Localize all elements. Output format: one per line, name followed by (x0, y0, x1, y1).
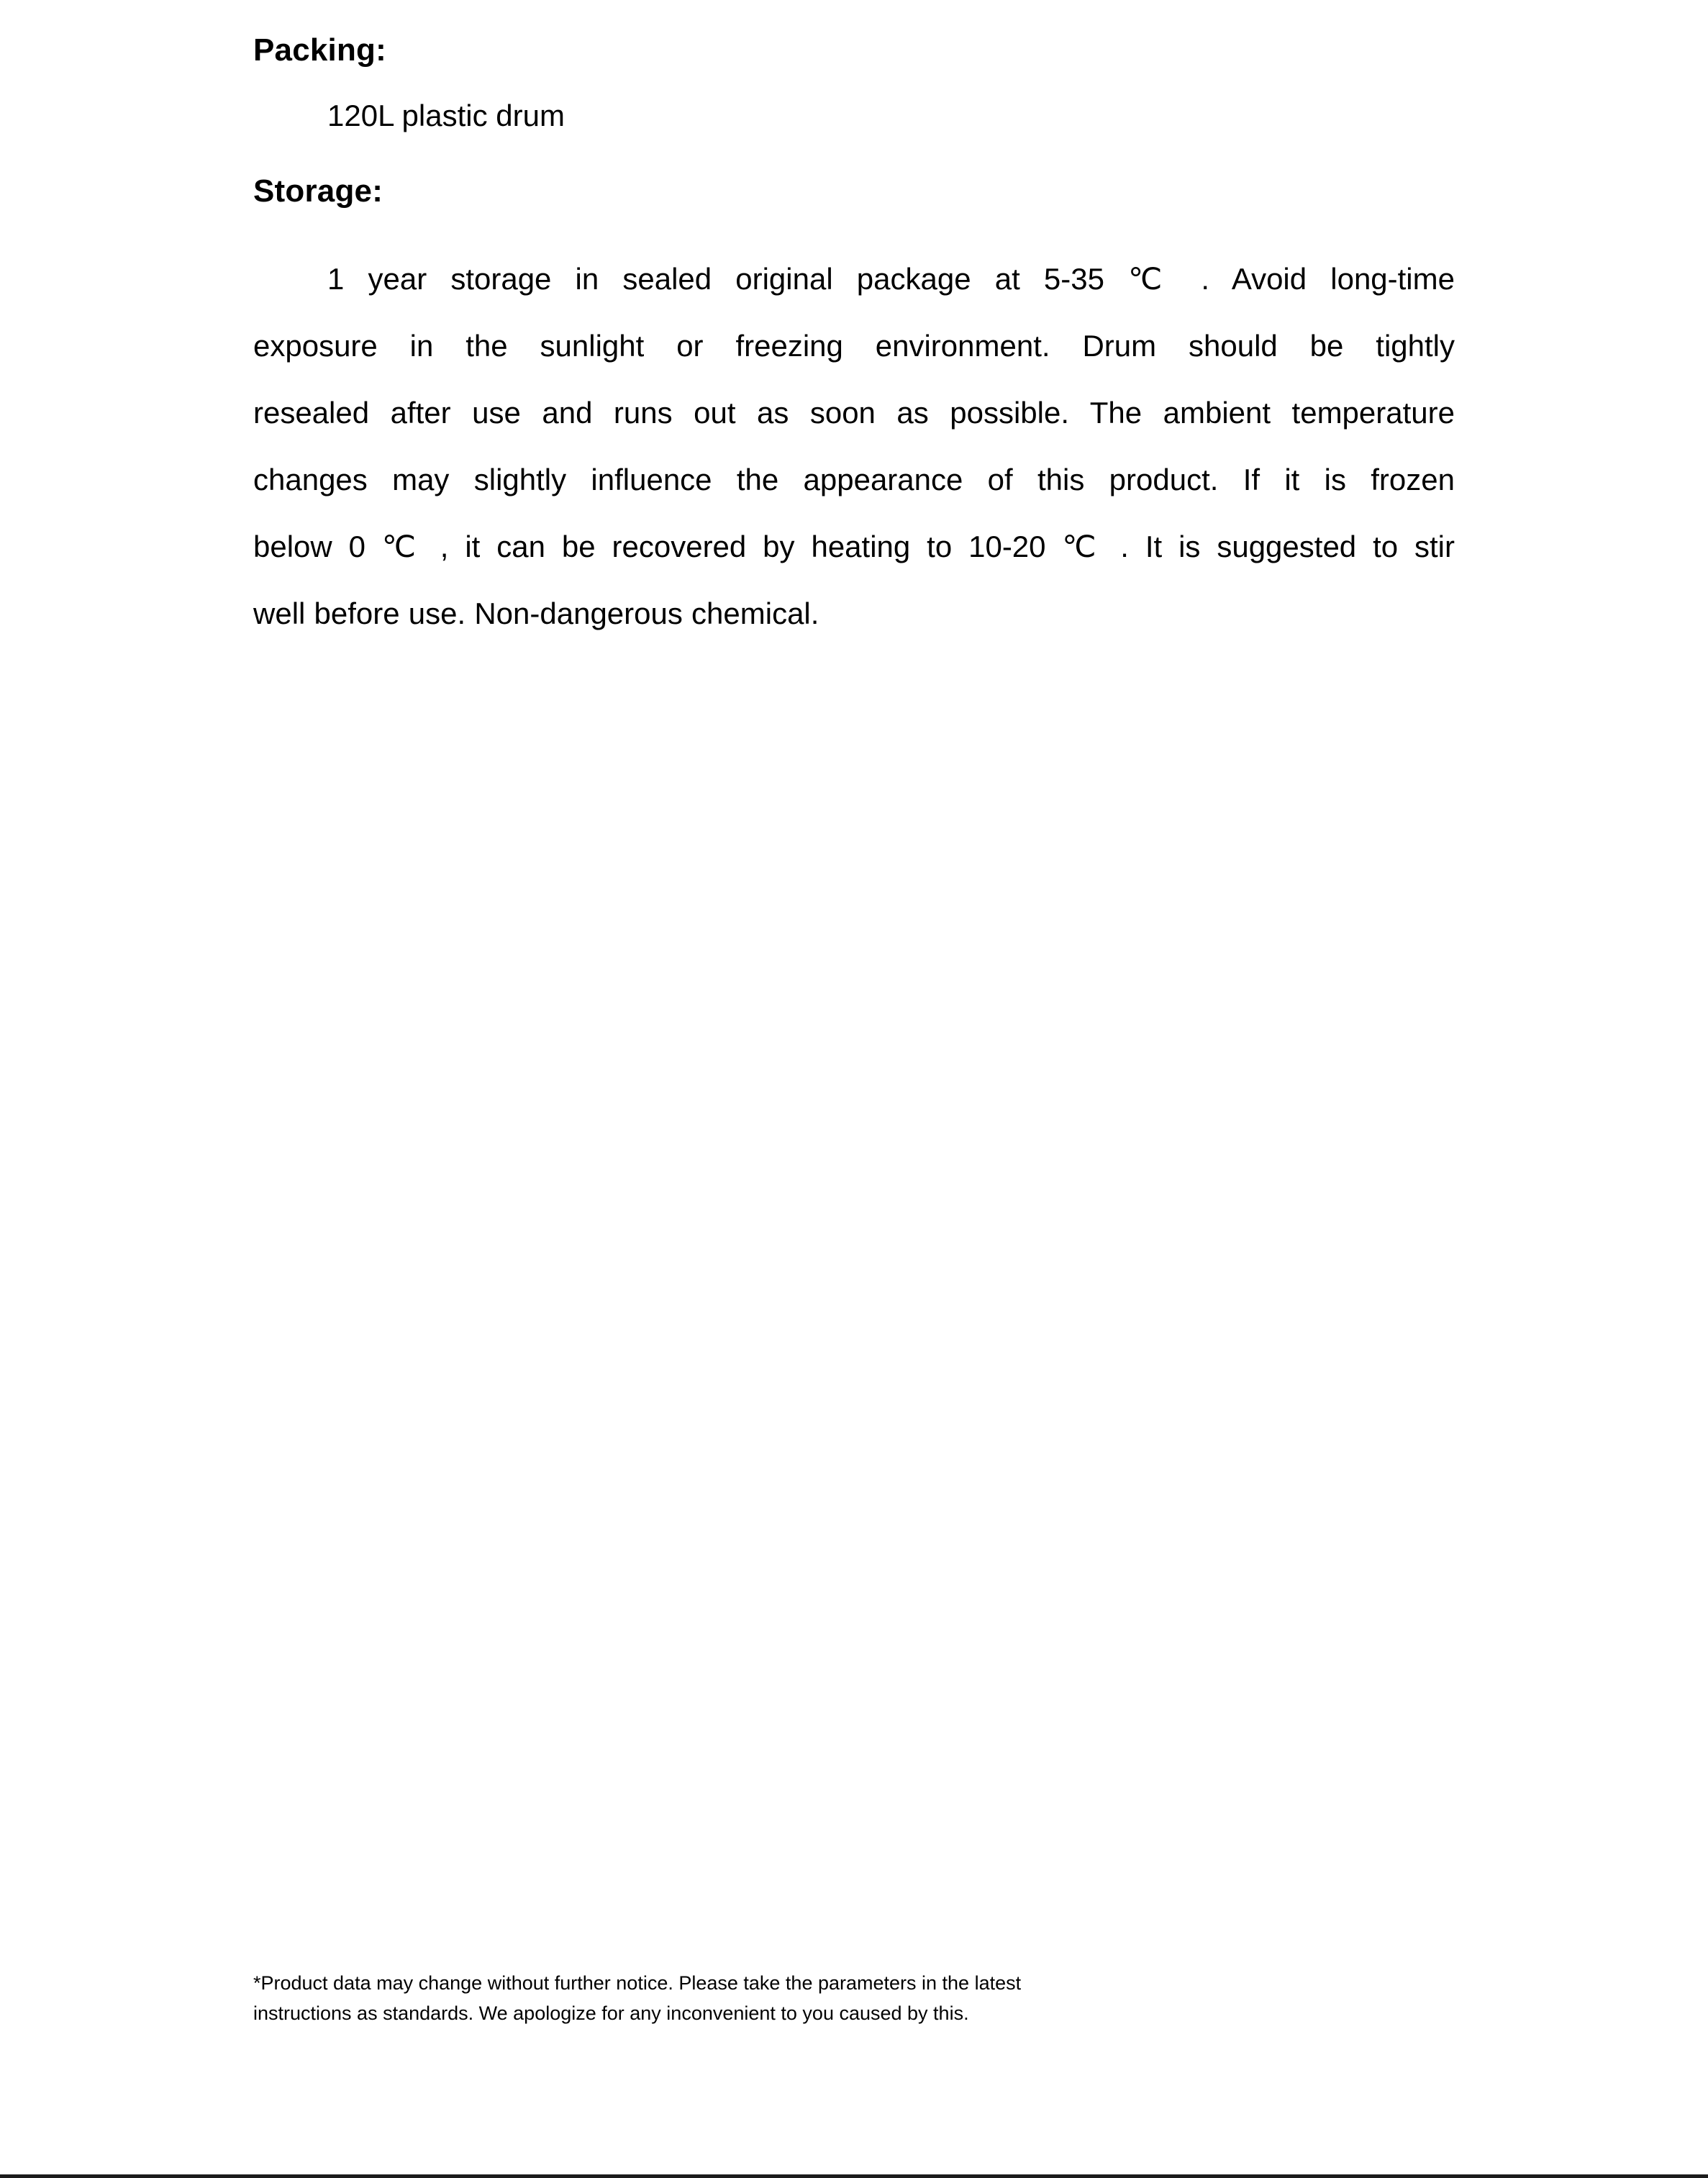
storage-paragraph-line: changes may slightly influence the appearance of this product. If it is frozen (253, 463, 1455, 496)
page-bottom-rule (0, 2174, 1708, 2178)
storage-paragraph-line: below 0 ℃ , it can be recovered by heating to 10-20 ℃ . It is suggested to stir (253, 530, 1455, 563)
storage-paragraph (253, 245, 1455, 647)
footer-disclaimer-line: instructions as standards. We apologize for any inconvenient to you caused by this. (253, 2002, 969, 2024)
footer-disclaimer (253, 1968, 1404, 2028)
storage-paragraph-line: 1 year storage in sealed original package at 5-35 ℃ . Avoid long-time (327, 262, 1455, 296)
footer-disclaimer-line: *Product data may change without further notice. Please take the parameters in the latest (253, 1972, 1022, 1994)
storage-paragraph-line: resealed after use and runs out as soon as possible. The ambient temperature (253, 396, 1455, 430)
storage-paragraph-line: exposure in the sunlight or freezing environment. Drum should be tightly (253, 329, 1455, 363)
document-content (253, 0, 1455, 647)
packing-heading: Packing: (253, 32, 386, 68)
packing-value-line: 120L plastic drum (327, 99, 565, 132)
storage-heading: Storage: (253, 173, 383, 209)
storage-paragraph-line: well before use. Non-dangerous chemical. (253, 596, 819, 630)
